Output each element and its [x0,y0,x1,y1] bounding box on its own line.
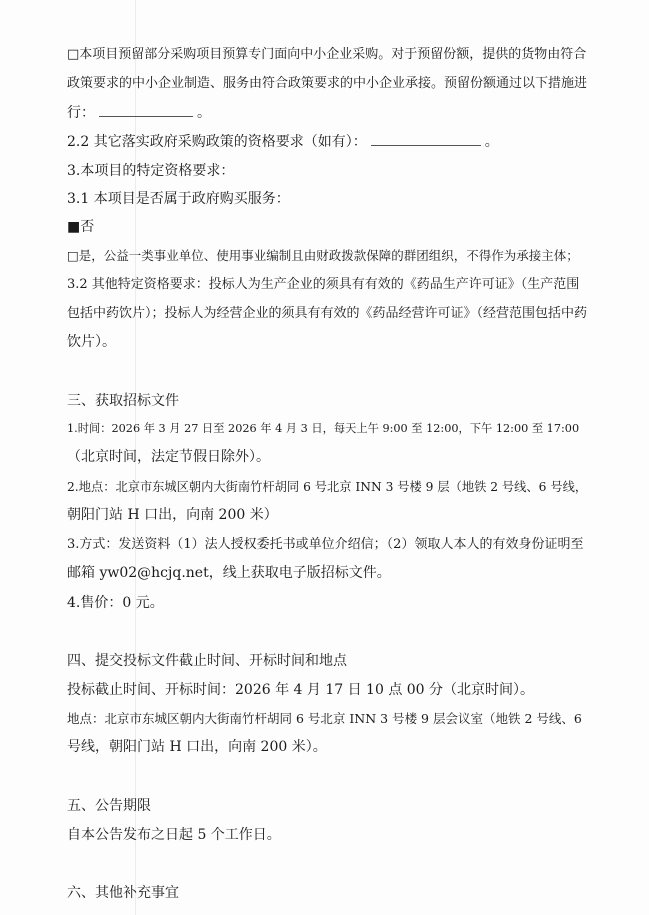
obtain-location-line-2: 朝阳门站 H 口出，向南 200 米） [67,507,278,523]
sme-measure-blank [99,104,193,117]
sme-reserve-line-1: □本项目预留部分采购项目预算专门面向中小企业采购。对于预留份额，提供的货物由符合 [67,47,587,62]
submission-location-line-1: 地点：北京市东城区朝内大街南竹杆胡同 6 号北京 INN 3 号楼 9 层会议室（地铁 2 号线、6 [67,711,582,726]
submission-location-line-2: 号线，朝阳门站 H 口出，向南 200 米）。 [67,739,327,755]
obtain-price: 4.售价：0 元。 [67,595,164,611]
gov-service-question: 3.1 本项目是否属于政府购买服务： [67,191,290,207]
other-qualification-line-2: 包括中药饮片）；投标人为经营企业的须具有有效的《药品经营许可证》（经营范围包括中药 [67,306,588,321]
other-policy-line [67,133,587,151]
notice-period-heading: 五、公告期限 [67,798,151,814]
sme-reserve-suffix: 。 [197,105,211,121]
sme-reserve-line-2: 政策要求的中小企业制造、服务由符合政策要求的中小企业承接。预留份额通过以下措施进 [67,76,588,91]
special-qualification-heading: 3.本项目的特定资格要求： [67,163,235,179]
obtain-method-line-2: 邮箱 yw02@hcjq.net，线上获取电子版招标文件。 [67,565,391,581]
gov-service-option-yes: □是，公益一类事业单位、使用事业编制且由财政拨款保障的群团组织，不得作为承接主体； [67,248,579,263]
gov-service-option-no: ■否 [67,219,95,235]
obtain-docs-heading: 三、获取招标文件 [67,393,179,409]
obtain-time-line-1: 1.时间：2026 年 3 月 27 日至 2026 年 4 月 3 日，每天上午 9:00 至 12:00，下午 12:00 至 17:00 [67,422,580,435]
other-qualification-line-3: 饮片）。 [67,334,116,350]
other-policy-blank [371,133,481,146]
submission-deadline: 投标截止时间、开标时间：2026 年 4 月 17 日 10 点 00 分（北京时间）。 [67,682,535,698]
other-qualification-line-1: 3.2 其他特定资格要求：投标人为生产企业的须具有有效的《药品生产许可证》（生产范围 [67,277,580,292]
sme-reserve-prefix: 行： [67,105,95,121]
other-policy-prefix: 2.2 其它落实政府采购政策的资格要求（如有）： [67,134,367,150]
obtain-method-line-1: 3.方式：发送资料（1）法人授权委托书或单位介绍信；（2）领取人本人的有效身份证明至 [67,537,584,552]
sme-reserve-line-3 [67,104,587,122]
notice-period-text: 自本公告发布之日起 5 个工作日。 [67,827,281,843]
submission-heading: 四、提交投标文件截止时间、开标时间和地点 [67,653,347,669]
other-policy-suffix: 。 [484,134,499,150]
obtain-location-line-1: 2.地点：北京市东城区朝内大街南竹杆胡同 6 号北京 INN 3 号楼 9 层（地铁 2 号线、6 号线， [67,480,588,494]
obtain-time-line-2: （北京时间，法定节假日除外）。 [67,449,270,465]
other-matters-heading: 六、其他补充事宜 [67,885,179,901]
